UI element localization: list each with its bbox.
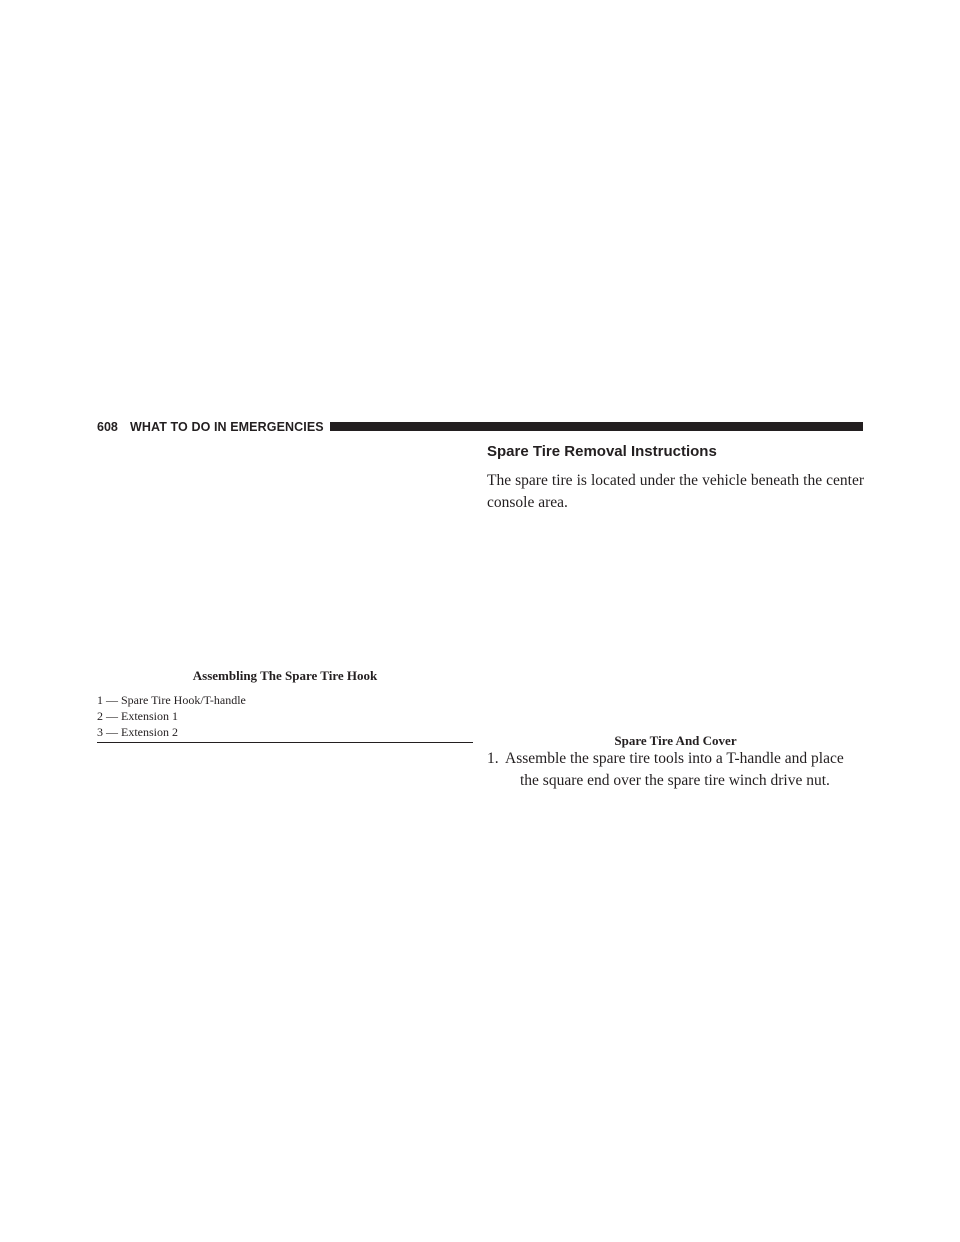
step-text: Assemble the spare tire tools into a T-handle and place the square end over the spare tire winch drive nut. bbox=[505, 750, 844, 789]
section-heading: Spare Tire Removal Instructions bbox=[487, 443, 717, 460]
legend-item-1: 1 — Spare Tire Hook/T-handle bbox=[97, 693, 246, 707]
figure-caption-hook: Assembling The Spare Tire Hook bbox=[192, 668, 378, 683]
page-header bbox=[97, 419, 863, 435]
legend-item-3: 3 — Extension 2 bbox=[97, 725, 178, 739]
legend-item-2: 2 — Extension 1 bbox=[97, 709, 178, 723]
section-title: WHAT TO DO IN EMERGENCIES bbox=[130, 420, 324, 434]
step-1 bbox=[487, 748, 864, 792]
page-number: 608 bbox=[97, 420, 118, 434]
header-bar bbox=[330, 422, 863, 431]
intro-paragraph: The spare tire is located under the vehicle beneath the center console area. bbox=[487, 472, 864, 511]
step-number: 1. bbox=[487, 750, 499, 767]
figure-caption-cover: Spare Tire And Cover bbox=[614, 733, 737, 748]
figure-legend bbox=[97, 692, 473, 740]
spare-tire-cover-figure bbox=[487, 530, 864, 730]
spare-tire-hook-figure bbox=[97, 440, 473, 662]
legend-divider bbox=[97, 742, 473, 743]
